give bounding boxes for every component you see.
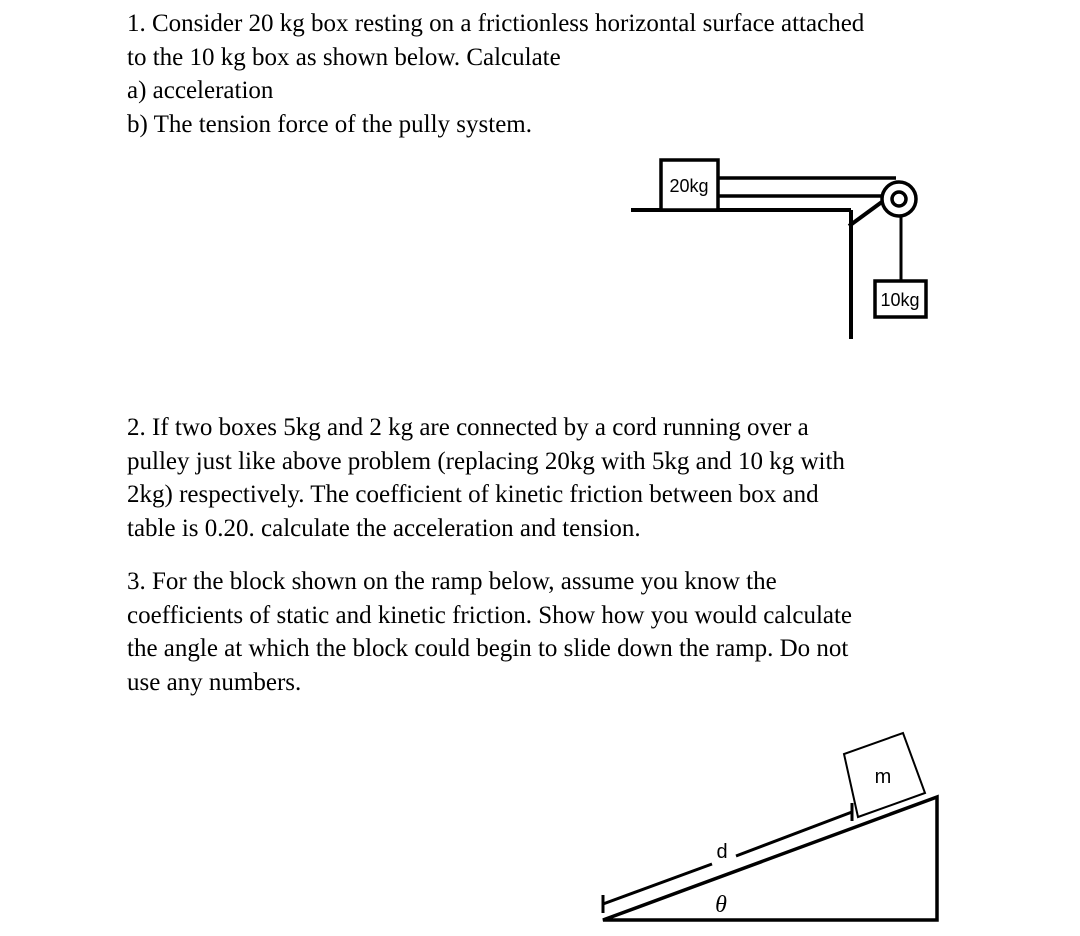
q1-line-1: 1. Consider 20 kg box resting on a frictionless horizontal surface attached: [127, 10, 865, 37]
q1-line-4: b) The tension force of the pully system.: [127, 110, 533, 138]
q2-line-4: table is 0.20. calculate the acceleration and tension.: [127, 514, 641, 542]
q1-line-3: a) acceleration: [127, 77, 274, 104]
q3-line-4: use any numbers.: [127, 668, 302, 696]
q2-line-1: 2. If two boxes 5kg and 2 kg are connected by a cord running over a: [127, 414, 809, 441]
q2-line-3: 2kg) respectively. The coefficient of kinetic friction between box and: [127, 481, 819, 508]
q1-line-2: to the 10 kg box as shown below. Calculate: [127, 43, 561, 71]
q3-line-1: 3. For the block shown on the ramp below, assume you know the: [127, 568, 777, 595]
q2-line-2: pulley just like above problem (replacing 20kg with 5kg and 10 kg with: [127, 447, 845, 475]
distance-d-label: d: [716, 841, 728, 863]
angle-theta-label: θ: [715, 892, 727, 918]
box-20kg-label: 20kg: [669, 176, 709, 196]
block-m-label: m: [874, 766, 892, 788]
ramp-triangle: [603, 797, 937, 920]
q3-line-2: coefficients of static and kinetic friction. Show how you would calculate: [127, 601, 853, 629]
q3-line-3: the angle at which the block could begin to slide down the ramp. Do not: [127, 635, 849, 662]
box-10kg-label: 10kg: [880, 290, 920, 310]
